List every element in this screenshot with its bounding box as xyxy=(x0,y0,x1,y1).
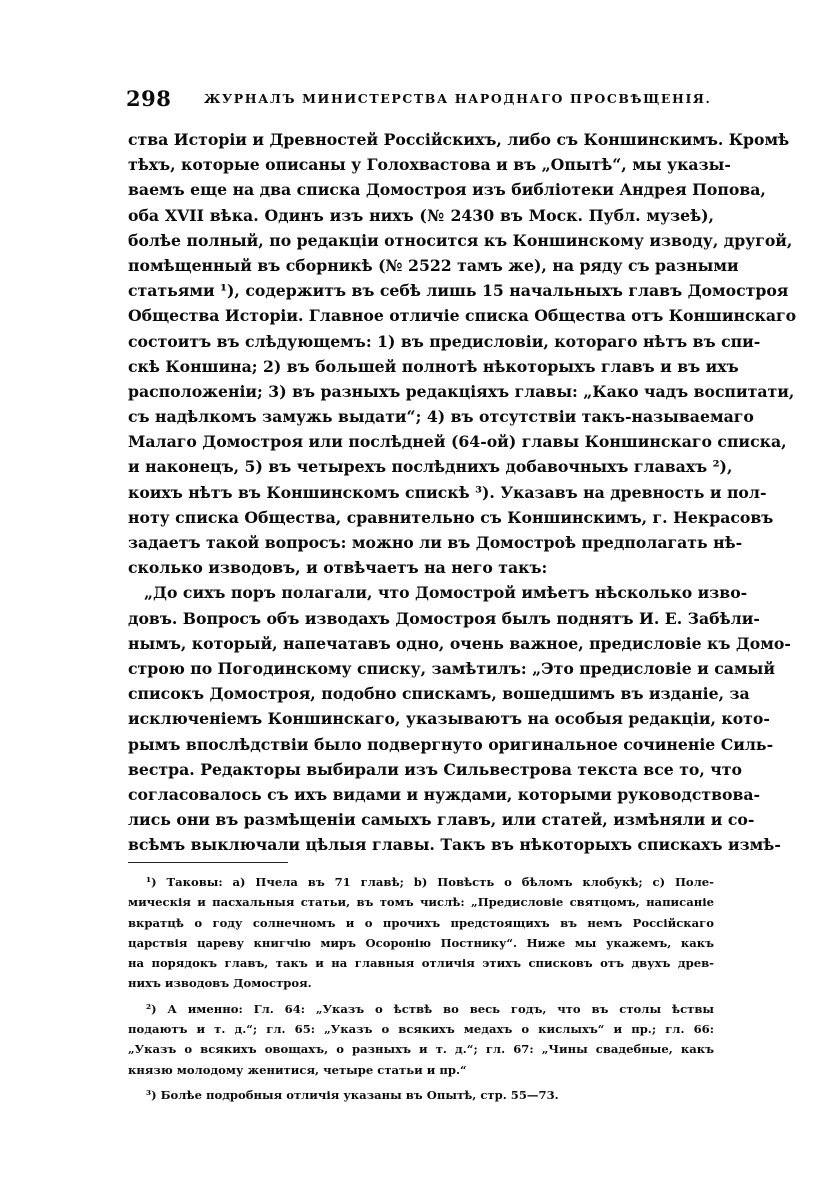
text-line: ства Исторіи и Древностей Россійскихъ, либо съ Коншинскимъ. Кромѣ xyxy=(128,130,790,149)
footnote-line: нихъ изводовъ Домостроя. xyxy=(128,976,312,991)
main-text xyxy=(128,127,797,857)
text-line: оба XVII вѣка. Одинъ изъ нихъ (№ 2430 въ Моск. Публ. музеѣ), xyxy=(128,205,714,225)
text-line: скѣ Коншина; 2) въ большей полнотѣ нѣкоторыхъ главъ и въ ихъ xyxy=(128,356,739,376)
text-line: исключеніемъ Коншинскаго, указываютъ на особыя редакціи, кото- xyxy=(128,709,770,729)
text-line: и наконецъ, 5) въ четырехъ послѣднихъ добавочныхъ главахъ ²), xyxy=(128,457,733,477)
text-line: Общества Исторіи. Главное отличіе списка Общества отъ Коншинскаго xyxy=(128,306,797,326)
text-line: всѣмъ выключали цѣлыя главы. Такъ въ нѣкоторыхъ спискахъ измѣ- xyxy=(128,835,781,855)
text-line: состоитъ въ слѣдующемъ: 1) въ предисловіи, котораго нѣтъ въ спи- xyxy=(128,331,761,351)
text-line: тѣхъ, которые описаны у Голохвастова и въ „Опытѣ“, мы указы- xyxy=(128,155,731,175)
text-line: нымъ, который, напечатавъ одно, очень важное, предисловіе къ Домо- xyxy=(128,633,791,653)
text-line: строю по Погодинскому списку, замѣтилъ: „Это предисловіе и самый xyxy=(128,658,775,678)
text-line: статьями ¹), содержитъ въ себѣ лишь 15 начальныхъ главъ Домостроя xyxy=(128,281,789,301)
footnote-line: мическія и пасхальныя статьи, въ томъ числѣ: „Предисловіе святцомъ, написаніе xyxy=(128,895,714,910)
text-line: задаетъ такой вопросъ: можно ли въ Домостроѣ предполагать нѣ- xyxy=(128,533,743,552)
footnote-line: подаютъ и т. д.“; гл. 65: „Указъ о всякихъ медахъ о кислыхъ“ и пр.; гл. 66: xyxy=(128,1022,714,1037)
footnote-line: вкратцѣ о году солнечномъ и о прочихъ предстоящихъ въ немъ Россійскаго xyxy=(128,915,714,930)
text-line: вестра. Редакторы выбирали изъ Сильвестрова текста все то, что xyxy=(128,759,742,779)
text-line: рымъ впослѣдствіи было подвергнуто оригинальное сочиненіе Силь- xyxy=(128,734,774,754)
footnote-separator xyxy=(128,862,288,863)
text-line: ваемъ еще на два списка Домостроя изъ библіотеки Андрея Попова, xyxy=(128,180,766,200)
footnote-line: ³) Болѣе подробныя отличія указаны въ Опытѣ, стр. 55—73. xyxy=(146,1087,559,1102)
footnote-line: князю молодому женитися, четыре статьи и пр.“ xyxy=(128,1062,467,1077)
running-title: ЖУРНАЛЪ МИНИСТЕРСТВА НАРОДНАГО ПРОСВѢЩЕНІЯ. xyxy=(204,91,712,106)
footnote-line: „Указъ о всякихъ овощахъ, о разныхъ и т. д.“; гл. 67: „Чины свадебные, какъ xyxy=(128,1042,714,1057)
text-line: сколько изводовъ, и отвѣчаетъ на него такъ: xyxy=(128,558,548,578)
footnotes xyxy=(128,872,714,1105)
text-line: лись они въ размѣщеніи самыхъ главъ, или статей, измѣняли и со- xyxy=(128,810,755,830)
text-line: помѣщенный въ сборникѣ (№ 2522 тамъ же), на ряду съ разными xyxy=(128,255,739,275)
text-line: съ надѣлкомъ замужь выдати“; 4) въ отсутствіи такъ-называемаго xyxy=(128,407,754,427)
page-header xyxy=(126,86,716,112)
text-line: болѣе полный, по редакціи относится къ Коншинскому изводу, другой, xyxy=(128,230,793,250)
footnote-line: царствія цареву книгчію миръ Осоронію Постнику“. Ниже мы укажемъ, какъ xyxy=(128,935,714,950)
text-line: коихъ нѣтъ въ Коншинскомъ спискѣ ³). Указавъ на древность и пол- xyxy=(128,482,767,502)
text-line: довъ. Вопросъ объ изводахъ Домостроя былъ поднятъ И. Е. Забѣли- xyxy=(128,608,760,628)
text-line: согласовалось съ ихъ видами и нуждами, которыми руководствова- xyxy=(128,784,761,804)
text-line: списокъ Домостроя, подобно спискамъ, вошедшимъ въ изданіе, за xyxy=(128,684,750,704)
footnote-line: ¹) Таковы: а) Пчела въ 71 главѣ; b) Повѣсть о бѣломъ клобукѣ; с) Поле- xyxy=(146,875,714,889)
text-line: Малаго Домостроя или послѣдней (64-ой) главы Коншинскаго списка, xyxy=(128,432,787,452)
text-line: ноту списка Общества, сравнительно съ Коншинскимъ, г. Некрасовъ xyxy=(128,507,774,527)
text-line: „До сихъ поръ полагали, что Домострой имѣетъ нѣсколько изво- xyxy=(144,583,748,603)
footnote-line: на порядокъ главъ, такъ и на главныя отличія этихъ списковъ отъ двухъ древ- xyxy=(128,956,714,971)
text-line: расположеніи; 3) въ разныхъ редакціяхъ главы: „Како чадъ воспитати, xyxy=(128,381,795,401)
page-number: 298 xyxy=(126,86,172,111)
footnote-line: ²) А именно: Гл. 64: „Указъ о ѣствѣ во весь годъ, что въ столы ѣствы xyxy=(146,1001,714,1016)
